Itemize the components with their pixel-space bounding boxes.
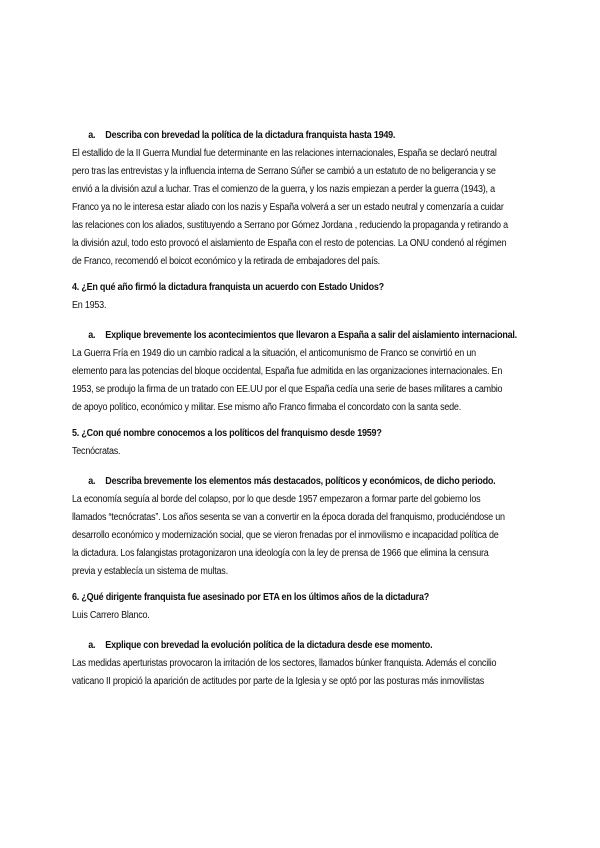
document-content (72, 127, 528, 691)
answer-line: elemento para las potencias del bloque occidental, España fue admitida en las organizaciones internacionales. En (72, 366, 503, 377)
answer-block (72, 345, 528, 417)
answer-line: Tecnócratas. (72, 446, 121, 457)
subquestion-heading (72, 127, 482, 145)
answer-line: llamados “tecnócratas”. Los años sesenta se van a convertir en la época dorada del franquismo, produciéndose un (72, 512, 505, 523)
question-heading: 5. ¿Con qué nombre conocemos a los políticos del franquismo desde 1959? (72, 428, 382, 439)
subquestion-heading (72, 327, 517, 345)
answer-line: vaticano II propició la aparición de actitudes por parte de la Iglesia y se optó por las posturas más inmovilistas (72, 676, 485, 687)
answer-line: las relaciones con los aliados, sustituyendo a Serrano por Gómez Jordana , reduciendo la propaganda y retirando a (72, 220, 508, 231)
answer-line: de Franco, recomendó el boicot económico y la retirada de embajadores del país. (72, 256, 380, 267)
subquestion-text: Explique con brevedad la evolución política de la dictadura desde ese momento. (105, 640, 433, 651)
answer-line: previa y establecía un sistema de multas. (72, 566, 228, 577)
answer-line: pero tras las entrevistas y la influencia interna de Serrano Súñer se cambió a un estatuto de no beligerancia y se (72, 166, 496, 177)
list-marker: a. (88, 130, 96, 141)
answer-block (72, 491, 528, 581)
list-marker: a. (88, 330, 96, 341)
answer-line: La Guerra Fría en 1949 dio un cambio radical a la situación, el anticomunismo de Franco se convirtió en un (72, 348, 476, 359)
answer-line: 1953, se produjo la firma de un tratado con EE.UU por el que España cedía una serie de bases militares a cambio (72, 384, 503, 395)
list-marker: a. (88, 640, 96, 651)
answer-line: Franco ya no le interesa estar aliado con los nazis y España volverá a ser un estado neutral y comenzaría a cuidar (72, 202, 504, 213)
question-heading: 4. ¿En qué año firmó la dictadura franquista un acuerdo con Estado Unidos? (72, 282, 384, 293)
answer-block (72, 655, 528, 691)
subquestion-text: Explique brevemente los acontecimientos que llevaron a España a salir del aislamiento internacional. (105, 330, 517, 341)
question-heading: 6. ¿Qué dirigente franquista fue asesinado por ETA en los últimos años de la dictadura? (72, 592, 430, 603)
answer-line: El estallido de la II Guerra Mundial fue determinante en las relaciones internacionales, España se declaró neutral (72, 148, 497, 159)
subquestion-text: Describa brevemente los elementos más destacados, políticos y económicos, de dicho periodo. (105, 476, 496, 487)
subquestion-text: Describa con brevedad la política de la dictadura franquista hasta 1949. (105, 130, 396, 141)
subquestion-heading (72, 637, 482, 655)
answer-line: Las medidas aperturistas provocaron la irritación de los sectores, llamados búnker franquista. Además el concilio (72, 658, 497, 669)
subquestion-heading (72, 473, 496, 491)
answer-block (72, 145, 528, 271)
answer-line: desarrollo económico y modernización social, que se vieron frenadas por el inmovilismo e incapacidad política de (72, 530, 499, 541)
answer-line: La economía seguía al borde del colapso, por lo que desde 1957 empezaron a formar parte del gobierno los (72, 494, 481, 505)
answer-line: Luis Carrero Blanco. (72, 610, 150, 621)
answer-line: la dictadura. Los falangistas protagonizaron una ideología con la ley de prensa de 1966 que elimina la censura (72, 548, 489, 559)
answer-line: envió a la división azul a luchar. Tras el comienzo de la guerra, y los nazis empiezan a perder la guerra (1943), a (72, 184, 495, 195)
list-marker: a. (88, 476, 96, 487)
answer-line: de apoyo político, económico y militar. Ese mismo año Franco firmaba el concordato con la santa sede. (72, 402, 461, 413)
answer-line: En 1953. (72, 300, 107, 311)
answer-line: la división azul, todo esto provocó el aislamiento de España con el resto de potencias. La ONU condenó al régimen (72, 238, 507, 249)
